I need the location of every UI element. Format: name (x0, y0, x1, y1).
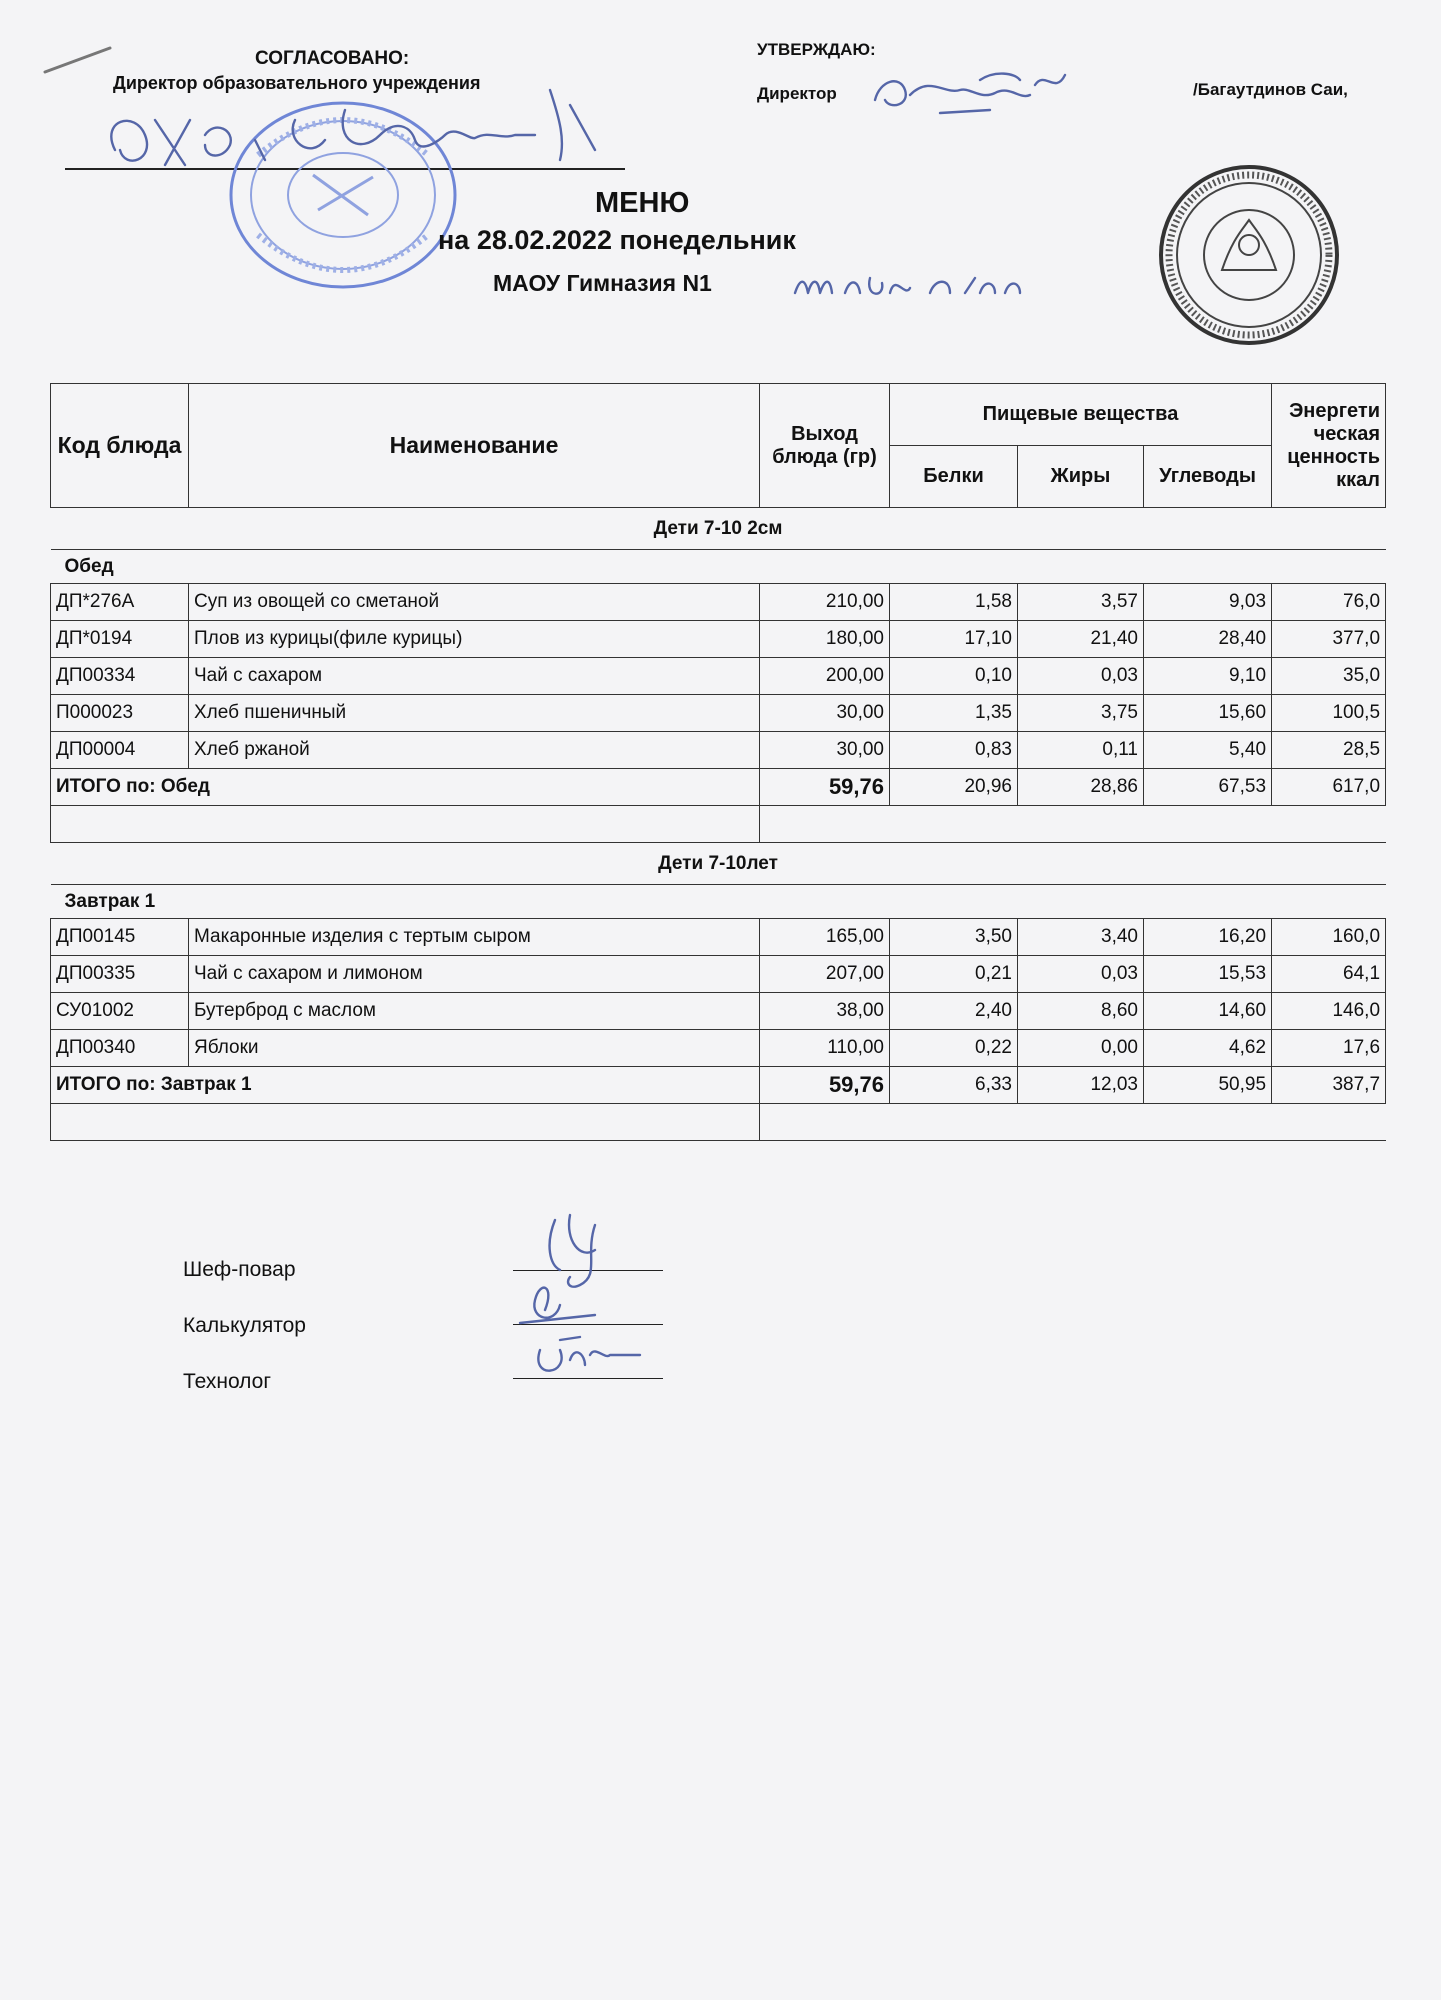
cell-code: ДП00004 (51, 732, 189, 769)
total-energy: 387,7 (1272, 1067, 1386, 1104)
header-name: Наименование (189, 384, 760, 508)
group-title: Обед (51, 550, 1386, 584)
cell-fat: 3,75 (1018, 695, 1144, 732)
calculator-label: Калькулятор (183, 1314, 306, 1337)
cell-energy: 146,0 (1272, 993, 1386, 1030)
cell-name: Макаронные изделия с тертым сыром (189, 919, 760, 956)
header-protein: Белки (890, 446, 1018, 508)
approve-name: /Багаутдинов Саи, (1193, 80, 1348, 99)
table-row (51, 993, 1386, 1030)
header-energy: Энергети ческая ценность ккал (1272, 384, 1386, 508)
cell-energy: 64,1 (1272, 956, 1386, 993)
agreed-subtitle: Директор образовательного учреждения (113, 73, 481, 93)
cell-energy: 35,0 (1272, 658, 1386, 695)
total-carbs: 50,95 (1144, 1067, 1272, 1104)
cell-code: ДП00334 (51, 658, 189, 695)
header-fat: Жиры (1018, 446, 1144, 508)
cell-carbs: 16,20 (1144, 919, 1272, 956)
cell-fat: 0,11 (1018, 732, 1144, 769)
technologist-label: Технолог (183, 1370, 272, 1393)
approve-role: Директор (757, 84, 837, 103)
table-row (51, 695, 1386, 732)
cell-protein: 0,21 (890, 956, 1018, 993)
header-code: Код блюда (51, 384, 189, 508)
cell-fat: 3,57 (1018, 584, 1144, 621)
official-seal-icon (1152, 160, 1347, 350)
agreed-signature-icon (95, 80, 655, 180)
cell-energy: 76,0 (1272, 584, 1386, 621)
cell-name: Хлеб пшеничный (189, 695, 760, 732)
cell-yield: 207,00 (760, 956, 890, 993)
cell-energy: 17,6 (1272, 1030, 1386, 1067)
pen-mark-icon (40, 40, 120, 80)
total-row (51, 1067, 1386, 1104)
cell-protein: 0,10 (890, 658, 1018, 695)
cell-yield: 30,00 (760, 695, 890, 732)
cell-energy: 377,0 (1272, 621, 1386, 658)
cell-energy: 160,0 (1272, 919, 1386, 956)
cell-yield: 210,00 (760, 584, 890, 621)
empty-row (51, 806, 1386, 843)
total-label: ИТОГО по: Завтрак 1 (51, 1067, 760, 1104)
cell-fat: 3,40 (1018, 919, 1144, 956)
total-yield: 59,76 (760, 769, 890, 806)
cell-name: Чай с сахаром (189, 658, 760, 695)
total-row (51, 769, 1386, 806)
empty-row (51, 1104, 1386, 1141)
cell-name: Плов из курицы(филе курицы) (189, 621, 760, 658)
cell-code: ДП*276А (51, 584, 189, 621)
cell-carbs: 4,62 (1144, 1030, 1272, 1067)
header-nutrients: Пищевые вещества (890, 384, 1272, 446)
table-row (51, 584, 1386, 621)
cell-carbs: 9,10 (1144, 658, 1272, 695)
section-title: Дети 7-10лет (51, 843, 1386, 885)
cell-code: ДП00145 (51, 919, 189, 956)
handwritten-note-icon (790, 258, 1040, 308)
cell-protein: 0,83 (890, 732, 1018, 769)
cell-yield: 200,00 (760, 658, 890, 695)
cell-carbs: 28,40 (1144, 621, 1272, 658)
cell-protein: 1,58 (890, 584, 1018, 621)
table-row (51, 621, 1386, 658)
cell-name: Чай с сахаром и лимоном (189, 956, 760, 993)
menu-title: МЕНЮ (595, 187, 690, 219)
cell-name: Суп из овощей со сметаной (189, 584, 760, 621)
cell-code: ДП00340 (51, 1030, 189, 1067)
header-carbs: Углеводы (1144, 446, 1272, 508)
cell-yield: 30,00 (760, 732, 890, 769)
agreed-title: СОГЛАСОВАНО: (255, 48, 410, 69)
cell-protein: 3,50 (890, 919, 1018, 956)
total-protein: 20,96 (890, 769, 1018, 806)
cell-code: СУ01002 (51, 993, 189, 1030)
table-row (51, 1030, 1386, 1067)
cell-carbs: 15,60 (1144, 695, 1272, 732)
section-title: Дети 7-10 2см (51, 508, 1386, 550)
staff-signatures-icon (500, 1205, 680, 1395)
cell-code: П000023 (51, 695, 189, 732)
director-signature-icon (870, 65, 1080, 120)
cell-energy: 28,5 (1272, 732, 1386, 769)
menu-table (50, 383, 1386, 1141)
cell-carbs: 14,60 (1144, 993, 1272, 1030)
chef-label: Шеф-повар (183, 1258, 296, 1281)
cell-name: Яблоки (189, 1030, 760, 1067)
cell-code: ДП00335 (51, 956, 189, 993)
menu-school: МАОУ Гимназия N1 (493, 270, 712, 296)
cell-protein: 17,10 (890, 621, 1018, 658)
total-fat: 28,86 (1018, 769, 1144, 806)
cell-name: Бутерброд с маслом (189, 993, 760, 1030)
cell-carbs: 15,53 (1144, 956, 1272, 993)
table-row (51, 732, 1386, 769)
cell-carbs: 9,03 (1144, 584, 1272, 621)
total-protein: 6,33 (890, 1067, 1018, 1104)
approve-title: УТВЕРЖДАЮ: (757, 40, 876, 59)
cell-protein: 2,40 (890, 993, 1018, 1030)
total-fat: 12,03 (1018, 1067, 1144, 1104)
cell-code: ДП*0194 (51, 621, 189, 658)
cell-yield: 38,00 (760, 993, 890, 1030)
cell-yield: 165,00 (760, 919, 890, 956)
cell-fat: 0,03 (1018, 956, 1144, 993)
table-row (51, 919, 1386, 956)
table-row (51, 956, 1386, 993)
cell-energy: 100,5 (1272, 695, 1386, 732)
cell-yield: 110,00 (760, 1030, 890, 1067)
cell-carbs: 5,40 (1144, 732, 1272, 769)
menu-date: на 28.02.2022 понедельник (438, 225, 796, 255)
group-title: Завтрак 1 (51, 885, 1386, 919)
cell-name: Хлеб ржаной (189, 732, 760, 769)
cell-protein: 0,22 (890, 1030, 1018, 1067)
total-carbs: 67,53 (1144, 769, 1272, 806)
header-yield: Выход блюда (гр) (760, 384, 890, 508)
cell-yield: 180,00 (760, 621, 890, 658)
cell-fat: 21,40 (1018, 621, 1144, 658)
table-row (51, 658, 1386, 695)
cell-fat: 8,60 (1018, 993, 1144, 1030)
total-label: ИТОГО по: Обед (51, 769, 760, 806)
total-yield: 59,76 (760, 1067, 890, 1104)
cell-fat: 0,03 (1018, 658, 1144, 695)
cell-fat: 0,00 (1018, 1030, 1144, 1067)
cell-protein: 1,35 (890, 695, 1018, 732)
total-energy: 617,0 (1272, 769, 1386, 806)
